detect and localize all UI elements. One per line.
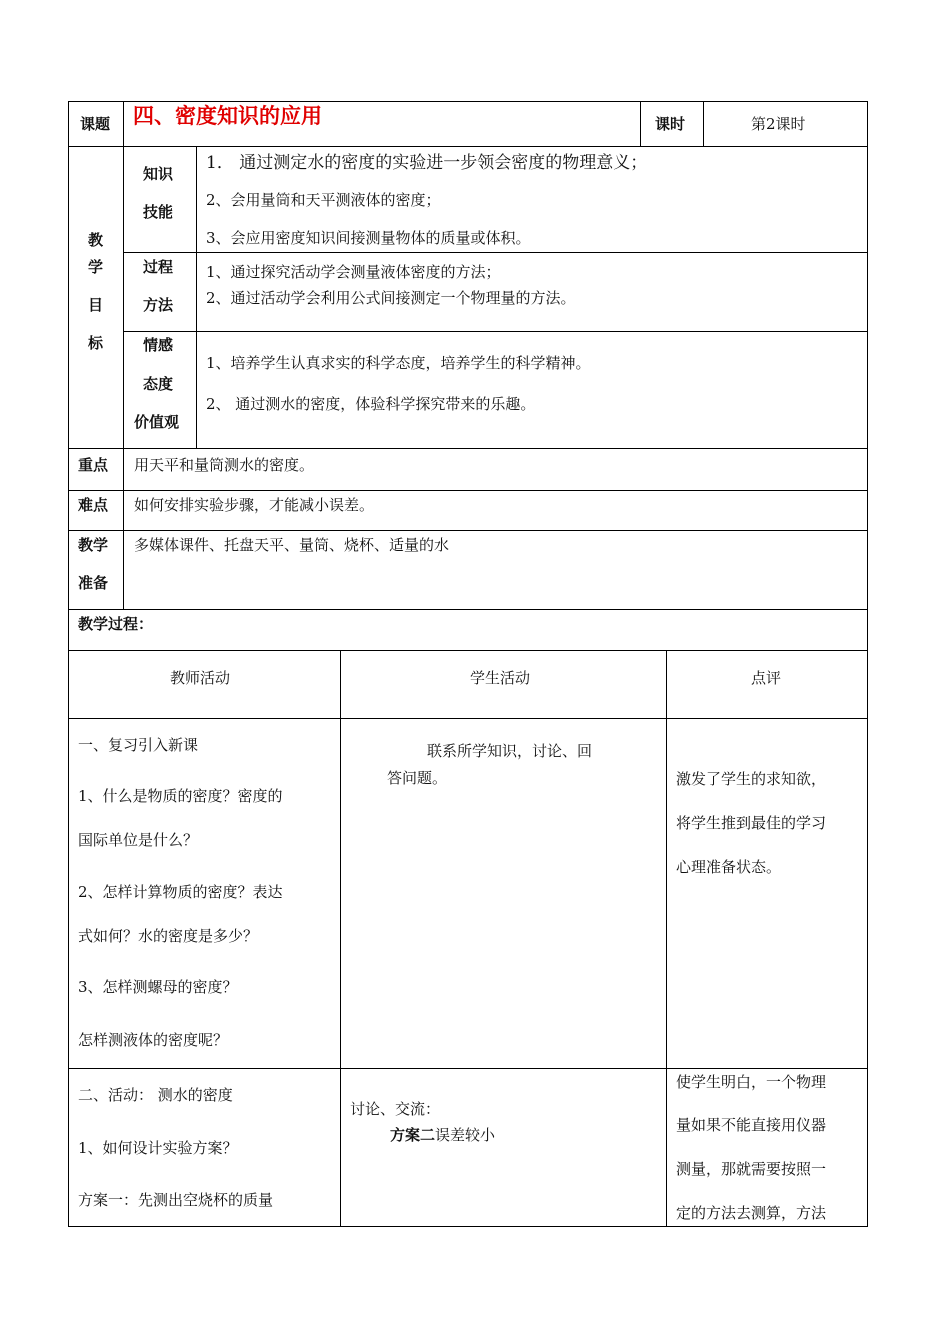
- teacher-activity-line: 国际单位是什么？: [78, 831, 199, 849]
- preparation-text: 多媒体课件、托盘天平、量筒、烧杯、适量的水: [134, 536, 450, 554]
- emotion-label-line: 情感: [143, 336, 174, 354]
- student-activity-line: 联系所学知识，讨论、回: [427, 742, 593, 760]
- topic-label: 课题: [80, 115, 111, 133]
- comment-line: 心理准备状态。: [676, 858, 782, 876]
- key-point-label: 重点: [78, 456, 109, 474]
- emotion-label-line: 态度: [143, 375, 174, 393]
- teacher-activity-line: 1、什么是物质的密度？密度的: [78, 787, 283, 805]
- teacher-activity-line: 3、怎样测螺母的密度？: [78, 978, 238, 996]
- preparation-label-line: 教学: [78, 536, 109, 554]
- student-activity-line: 答问题。: [387, 769, 448, 787]
- student-activity-line: 讨论、交流：: [350, 1100, 441, 1118]
- knowledge-label-line: 知识: [143, 165, 174, 183]
- comment-line: 激发了学生的求知欲，: [676, 770, 827, 788]
- teacher-activity-line: 怎样测液体的密度呢？: [78, 1031, 229, 1049]
- method-two-label: 方案二: [390, 1126, 436, 1144]
- teacher-activity-line: 方案一：先测出空烧杯的质量: [78, 1191, 274, 1209]
- teacher-activity-line: 1、如何设计实验方案？: [78, 1139, 238, 1157]
- process-label-line: 方法: [143, 296, 174, 314]
- column-header-comment: 点评: [751, 669, 782, 687]
- period-value: 第2课时: [751, 115, 806, 133]
- column-header-student: 学生活动: [470, 669, 531, 687]
- teacher-activity-line: 二、活动： 测水的密度: [78, 1086, 233, 1104]
- emotion-item: 2、 通过测水的密度，体验科学探究带来的乐趣。: [206, 395, 536, 413]
- emotion-label-line: 价值观: [134, 413, 180, 431]
- teacher-activity-line: 式如何？水的密度是多少？: [78, 927, 259, 945]
- comment-line: 测量，那就需要按照一: [676, 1160, 827, 1178]
- emotion-item: 1、培养学生认真求实的科学态度，培养学生的科学精神。: [206, 354, 591, 372]
- teacher-activity-line: 2、怎样计算物质的密度？表达: [78, 883, 283, 901]
- knowledge-item: 2、会用量筒和天平测液体的密度；: [206, 191, 441, 209]
- lesson-title: 四、密度知识的应用: [133, 104, 322, 128]
- objectives-label-char: 标: [88, 334, 104, 352]
- process-item: 2、通过活动学会利用公式间接测定一个物理量的方法。: [206, 289, 576, 307]
- objectives-label-char: 目: [88, 296, 104, 314]
- process-item: 1、通过探究活动学会测量液体密度的方法；: [206, 263, 501, 281]
- difficulty-text: 如何安排实验步骤，才能减小误差。: [134, 496, 375, 514]
- knowledge-label-line: 技能: [143, 203, 174, 221]
- column-header-teacher: 教师活动: [170, 669, 231, 687]
- objectives-label-char: 教: [88, 231, 104, 249]
- difficulty-label: 难点: [78, 496, 109, 514]
- comment-line: 将学生推到最佳的学习: [676, 814, 827, 832]
- period-label: 课时: [655, 115, 686, 133]
- key-point-text: 用天平和量筒测水的密度。: [134, 456, 315, 474]
- preparation-label-line: 准备: [78, 574, 109, 592]
- teacher-activity-line: 一、复习引入新课: [78, 736, 199, 754]
- process-title: 教学过程：: [78, 615, 154, 633]
- method-two-note: 误差较小: [435, 1126, 496, 1144]
- knowledge-item: 1． 通过测定水的密度的实验进一步领会密度的物理意义；: [206, 153, 648, 173]
- knowledge-item: 3、会应用密度知识间接测量物体的质量或体积。: [206, 229, 531, 247]
- comment-line: 量如果不能直接用仪器: [676, 1116, 827, 1134]
- comment-line: 使学生明白，一个物理: [676, 1073, 827, 1091]
- student-activity-line: [390, 1125, 495, 1145]
- objectives-label-char: 学: [88, 258, 104, 276]
- process-label-line: 过程: [143, 258, 174, 276]
- comment-line: 定的方法去测算，方法: [676, 1204, 827, 1222]
